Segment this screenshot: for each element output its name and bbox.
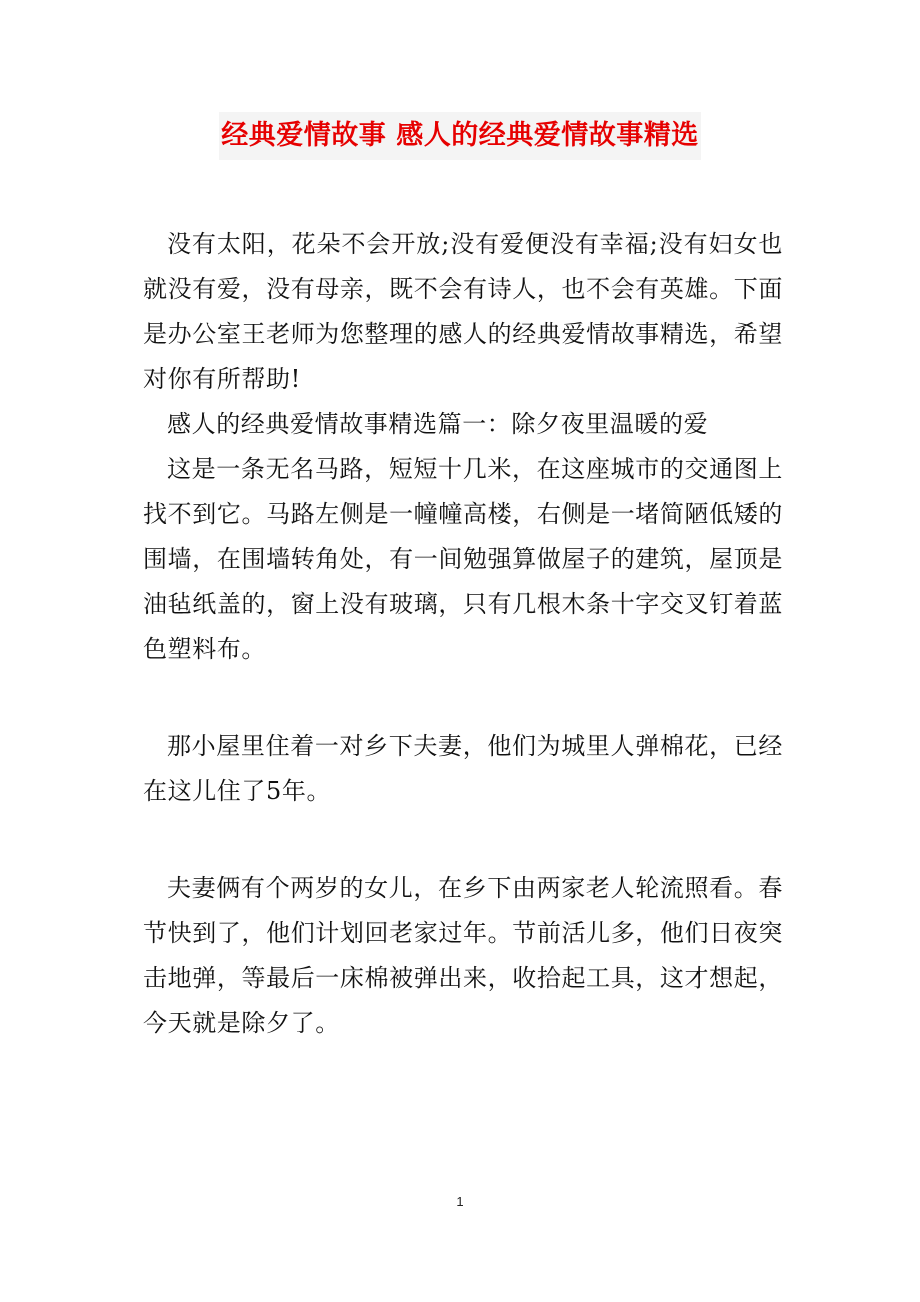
story-paragraph-3: 夫妻俩有个两岁的女儿，在乡下由两家老人轮流照看。春节快到了，他们计划回老家过年。节前活儿多，他们日夜突击地弹，等最后一床棉被弹出来，收拾起工具，这才想起，今天就是除夕了。 [143, 874, 783, 1037]
title-container [0, 112, 920, 160]
document-title: 经典爱情故事 感人的经典爱情故事精选 [219, 112, 700, 160]
story-paragraph-2: 那小屋里住着一对乡下夫妻，他们为城里人弹棉花，已经在这儿住了5年。 [143, 732, 783, 805]
intro-paragraph: 没有太阳，花朵不会开放;没有爱便没有幸福;没有妇女也就没有爱，没有母亲，既不会有诗人，也不会有英雄。下面是办公室王老师为您整理的感人的经典爱情故事精选，希望对你有所帮助! [143, 230, 783, 393]
document-body [143, 222, 783, 1046]
story-paragraph-1: 这是一条无名马路，短短十几米，在这座城市的交通图上找不到它。马路左侧是一幢幢高楼，右侧是一堵简陋低矮的围墙，在围墙转角处，有一间勉强算做屋子的建筑，屋顶是油毡纸盖的，窗上没有玻璃，只有几根木条十字交叉钉着蓝色塑料布。 [143, 455, 783, 663]
section-heading: 感人的经典爱情故事精选篇一：除夕夜里温暖的爱 [167, 410, 709, 438]
page-number: 1 [456, 1194, 464, 1209]
